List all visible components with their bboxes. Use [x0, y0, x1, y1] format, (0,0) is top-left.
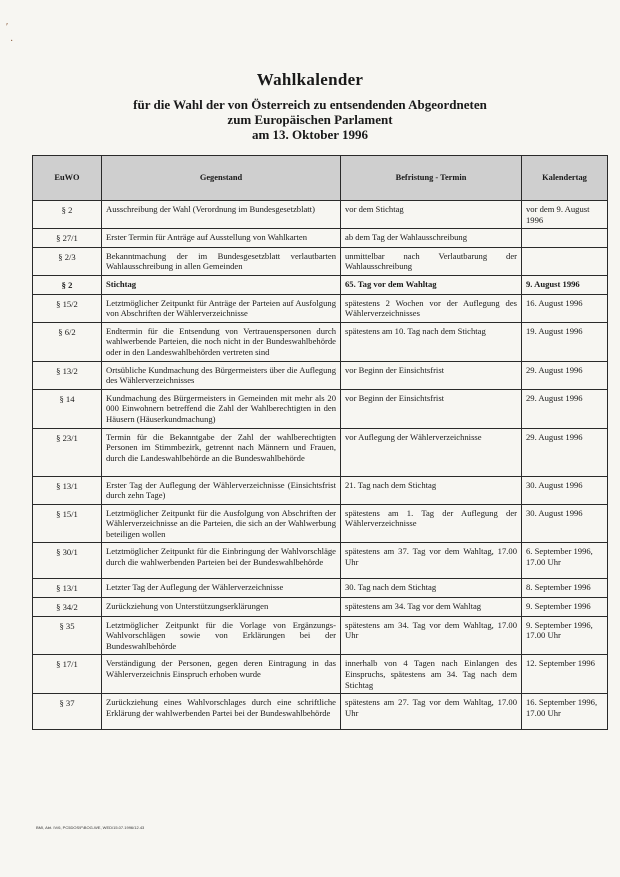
cell-euwo: § 30/1 — [33, 543, 102, 579]
column-header-gegenstand: Gegenstand — [102, 156, 341, 201]
cell-befristung: 65. Tag vor dem Wahltag — [341, 275, 522, 294]
cell-euwo: § 13/1 — [33, 476, 102, 504]
cell-kalendertag: vor dem 9. August 1996 — [522, 201, 608, 229]
cell-gegenstand: Verständigung der Personen, gegen deren Eintragung in das Wählerverzeichnis Einspruch erhoben wurde — [102, 655, 341, 694]
table-row — [33, 275, 608, 294]
cell-kalendertag: 29. August 1996 — [522, 428, 608, 476]
table-row — [33, 247, 608, 275]
cell-kalendertag: 16. September 1996, 17.00 Uhr — [522, 694, 608, 730]
cell-euwo: § 2 — [33, 275, 102, 294]
cell-kalendertag: 29. August 1996 — [522, 361, 608, 389]
table-row — [33, 476, 608, 504]
cell-kalendertag: 16. August 1996 — [522, 294, 608, 322]
cell-befristung: innerhalb von 4 Tagen nach Einlangen des Einspruchs, spätestens am 34. Tag nach dem Stichtag — [341, 655, 522, 694]
cell-gegenstand: Letztmöglicher Zeitpunkt für die Einbringung der Wahlvorschläge durch die wahlwerbenden Parteien bei der Bundeswahlbehörde — [102, 543, 341, 579]
table-row — [33, 598, 608, 617]
table-row — [33, 616, 608, 655]
cell-euwo: § 14 — [33, 389, 102, 428]
cell-kalendertag: 30. August 1996 — [522, 476, 608, 504]
table-row — [33, 694, 608, 730]
table-row — [33, 543, 608, 579]
cell-kalendertag: 9. September 1996, 17.00 Uhr — [522, 616, 608, 655]
subtitle-line: zum Europäischen Parlament — [227, 112, 393, 127]
cell-kalendertag: 9. September 1996 — [522, 598, 608, 617]
cell-befristung: unmittelbar nach Verlautbarung der Wahlausschreibung — [341, 247, 522, 275]
table-row — [33, 361, 608, 389]
cell-gegenstand: Erster Termin für Anträge auf Ausstellung von Wahlkarten — [102, 229, 341, 248]
subtitle-line: für die Wahl der von Österreich zu entsendenden Abgeordneten — [133, 97, 487, 112]
cell-euwo: § 17/1 — [33, 655, 102, 694]
cell-gegenstand: Zurückziehung eines Wahlvorschlages durch eine schriftliche Erklärung der wahlwerbenden Partei bei der Bundeswahlbehörde — [102, 694, 341, 730]
cell-kalendertag — [522, 247, 608, 275]
cell-befristung: spätestens am 34. Tag vor dem Wahltag, 17.00 Uhr — [341, 616, 522, 655]
cell-euwo: § 35 — [33, 616, 102, 655]
table-row — [33, 655, 608, 694]
column-header-kalendertag: Kalendertag — [522, 156, 608, 201]
cell-befristung: spätestens am 1. Tag der Auflegung der Wählerverzeichnisse — [341, 504, 522, 543]
column-header-euwo: EuWO — [33, 156, 102, 201]
cell-befristung: 30. Tag nach dem Stichtag — [341, 579, 522, 598]
cell-gegenstand: Letztmöglicher Zeitpunkt für Anträge der Parteien auf Ausfolgung von Abschriften der Wählerverzeichnisse — [102, 294, 341, 322]
document-subtitle — [0, 97, 620, 142]
footer-reference: BMI, Abt. IV/6, PC5DOS\F\BOG-WE, WED/15.07.1996/12.43 — [36, 825, 145, 830]
cell-befristung: vor dem Stichtag — [341, 201, 522, 229]
cell-kalendertag — [522, 229, 608, 248]
table-row — [33, 389, 608, 428]
table-row — [33, 579, 608, 598]
cell-gegenstand: Bekanntmachung der im Bundesgesetzblatt verlautbarten Wahlausschreibung in allen Gemeinden — [102, 247, 341, 275]
document-title: Wahlkalender — [256, 70, 364, 89]
table-row — [33, 201, 608, 229]
cell-euwo: § 15/2 — [33, 294, 102, 322]
cell-gegenstand: Stichtag — [102, 275, 341, 294]
cell-euwo: § 27/1 — [33, 229, 102, 248]
cell-kalendertag: 8. September 1996 — [522, 579, 608, 598]
cell-gegenstand: Zurückziehung von Unterstützungserklärungen — [102, 598, 341, 617]
cell-euwo: § 34/2 — [33, 598, 102, 617]
cell-gegenstand: Endtermin für die Entsendung von Vertrauenspersonen durch wahlwerbende Parteien, die noch nicht in der Bundeswahlbehörde oder in den Landeswahlbehörden vertreten sind — [102, 322, 341, 361]
cell-kalendertag: 6. September 1996, 17.00 Uhr — [522, 543, 608, 579]
cell-kalendertag: 9. August 1996 — [522, 275, 608, 294]
cell-befristung: spätestens am 10. Tag nach dem Stichtag — [341, 322, 522, 361]
table-header-row — [33, 156, 608, 201]
cell-befristung: ab dem Tag der Wahlausschreibung — [341, 229, 522, 248]
cell-euwo: § 6/2 — [33, 322, 102, 361]
cell-euwo: § 2 — [33, 201, 102, 229]
table-row — [33, 428, 608, 476]
cell-befristung: 21. Tag nach dem Stichtag — [341, 476, 522, 504]
cell-befristung: vor Beginn der Einsichtsfrist — [341, 361, 522, 389]
cell-kalendertag: 19. August 1996 — [522, 322, 608, 361]
cell-euwo: § 15/1 — [33, 504, 102, 543]
cell-kalendertag: 29. August 1996 — [522, 389, 608, 428]
cell-befristung: spätestens am 34. Tag vor dem Wahltag — [341, 598, 522, 617]
cell-gegenstand: Letztmöglicher Zeitpunkt für die Ausfolgung von Abschriften der Wählerverzeichnisse an die Parteien, die sich an der Wahlwerbung beteiligen wollen — [102, 504, 341, 543]
cell-gegenstand: Letztmöglicher Zeitpunkt für die Vorlage von Ergänzungs-Wahlvorschlägen sowie von Erklärungen bei der Bundeswahlbehörde — [102, 616, 341, 655]
margin-mark: · — [10, 36, 14, 47]
subtitle-line: am 13. Oktober 1996 — [251, 127, 369, 142]
cell-gegenstand: Erster Tag der Auflegung der Wählerverzeichnisse (Einsichtsfrist durch zehn Tage) — [102, 476, 341, 504]
table-row — [33, 322, 608, 361]
cell-euwo: § 2/3 — [33, 247, 102, 275]
cell-gegenstand: Ortsübliche Kundmachung des Bürgermeisters über die Auflegung des Wählerverzeichnisses — [102, 361, 341, 389]
cell-euwo: § 13/2 — [33, 361, 102, 389]
table-row — [33, 504, 608, 543]
cell-befristung: vor Auflegung der Wählerverzeichnisse — [341, 428, 522, 476]
cell-befristung: spätestens am 27. Tag vor dem Wahltag, 17.00 Uhr — [341, 694, 522, 730]
table-row — [33, 294, 608, 322]
table-row — [33, 229, 608, 248]
cell-gegenstand: Letzter Tag der Auflegung der Wählerverzeichnisse — [102, 579, 341, 598]
column-header-befristung: Befristung - Termin — [341, 156, 522, 201]
cell-gegenstand: Kundmachung des Bürgermeisters in Gemeinden mit mehr als 20 000 Einwohnern betreffend die Zahl der Wahlberechtigten in den Häusern (Häuserkundmachung) — [102, 389, 341, 428]
cell-gegenstand: Ausschreibung der Wahl (Verordnung im Bundesgesetzblatt) — [102, 201, 341, 229]
cell-kalendertag: 30. August 1996 — [522, 504, 608, 543]
cell-befristung: spätestens am 37. Tag vor dem Wahltag, 17.00 Uhr — [341, 543, 522, 579]
cell-kalendertag: 12. September 1996 — [522, 655, 608, 694]
margin-mark: ʹ — [6, 22, 9, 33]
cell-gegenstand: Termin für die Bekanntgabe der Zahl der wahlberechtigten Personen im Stimmbezirk, getrennt nach Männern und Frauen, durch die Landeswahlbehörde an die Bundeswahlbehörde — [102, 428, 341, 476]
cell-befristung: spätestens 2 Wochen vor der Auflegung des Wählerverzeichnisses — [341, 294, 522, 322]
cell-euwo: § 23/1 — [33, 428, 102, 476]
election-calendar-table — [32, 155, 608, 730]
cell-befristung: vor Beginn der Einsichtsfrist — [341, 389, 522, 428]
cell-euwo: § 13/1 — [33, 579, 102, 598]
cell-euwo: § 37 — [33, 694, 102, 730]
